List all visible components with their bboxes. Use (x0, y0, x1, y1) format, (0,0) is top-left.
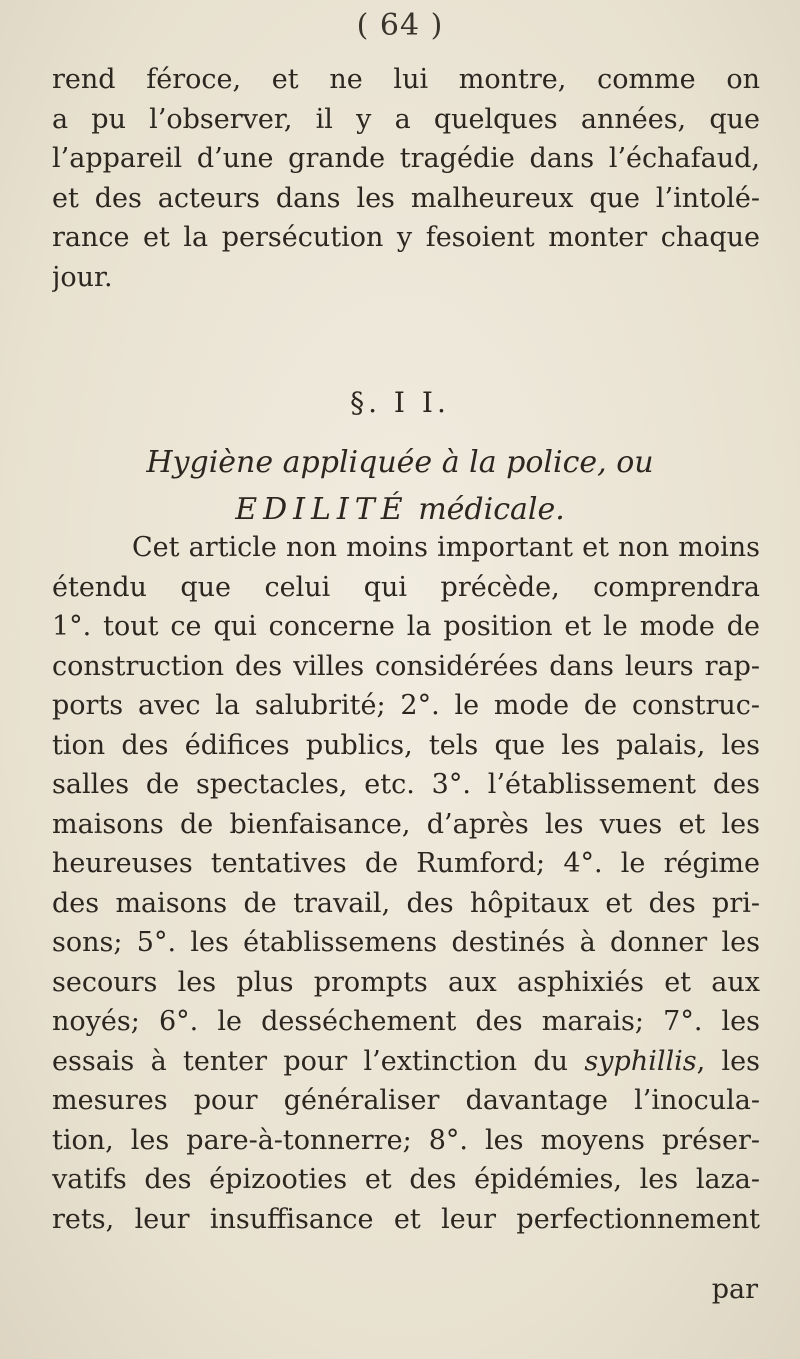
top-paragraph (52, 60, 760, 297)
heading-caps: EDILITÉ (235, 492, 409, 527)
section-subheading (0, 492, 800, 527)
heading-rest: médicale. (418, 492, 565, 527)
text-line: l’appareil d’une grande tragédie dans l’échafaud, (52, 143, 760, 174)
text-line: des maisons de travail, des hôpitaux et des pri- (52, 887, 760, 919)
text-line: étendu que celui qui précède, comprendra (52, 571, 760, 603)
text-line: rance et la persécution y fesoient monter chaque (52, 222, 760, 253)
text-line: salles de spectacles, etc. 3°. l’établissement des (52, 769, 760, 800)
text-line: secours les plus prompts aux asphixiés et aux (52, 966, 760, 998)
text-line: tion des édifices publics, tels que les palais, les (52, 729, 760, 761)
text-segment: , les (696, 1045, 760, 1077)
section-mark: §. I I. (350, 386, 450, 419)
text-line: Cet article non moins important et non moins (132, 532, 760, 563)
text-line: rets, leur insuffisance et leur perfectionnement (52, 1203, 760, 1235)
section-heading: Hygiène appliquée à la police, ou (146, 445, 654, 480)
main-paragraph (52, 528, 760, 1239)
text-line: heureuses tentatives de Rumford; 4°. le régime (52, 848, 760, 879)
text-line: construction des villes considérées dans leurs rap- (52, 650, 760, 682)
text-line: mesures pour généraliser davantage l’inocula- (52, 1085, 760, 1116)
page-number: ( 64 ) (356, 8, 444, 43)
catchword: par (711, 1274, 758, 1305)
text-line: 1°. tout ce qui concerne la position et le mode de (52, 611, 760, 642)
text-line: et des acteurs dans les malheureux que l’intolé- (52, 182, 760, 214)
text-line: ports avec la salubrité; 2°. le mode de construc- (52, 690, 760, 721)
text-line: jour. (52, 261, 113, 293)
text-line-syphillis (52, 1042, 760, 1082)
text-line: noyés; 6°. le desséchement des marais; 7°. les (52, 1006, 760, 1037)
text-line: a pu l’observer, il y a quelques années, que (52, 103, 760, 135)
text-line: rend féroce, et ne lui montre, comme on (52, 64, 760, 95)
italic-term: syphillis (584, 1045, 697, 1077)
text-line: sons; 5°. les établissemens destinés à donner les (52, 927, 760, 958)
text-segment: essais à tenter pour l’extinction du (52, 1045, 585, 1077)
text-line: vatifs des épizooties et des épidémies, les laza- (52, 1164, 760, 1195)
text-line: tion, les pare-à-tonnerre; 8°. les moyens préser- (52, 1124, 760, 1156)
text-line: maisons de bienfaisance, d’après les vues et les (52, 808, 760, 840)
